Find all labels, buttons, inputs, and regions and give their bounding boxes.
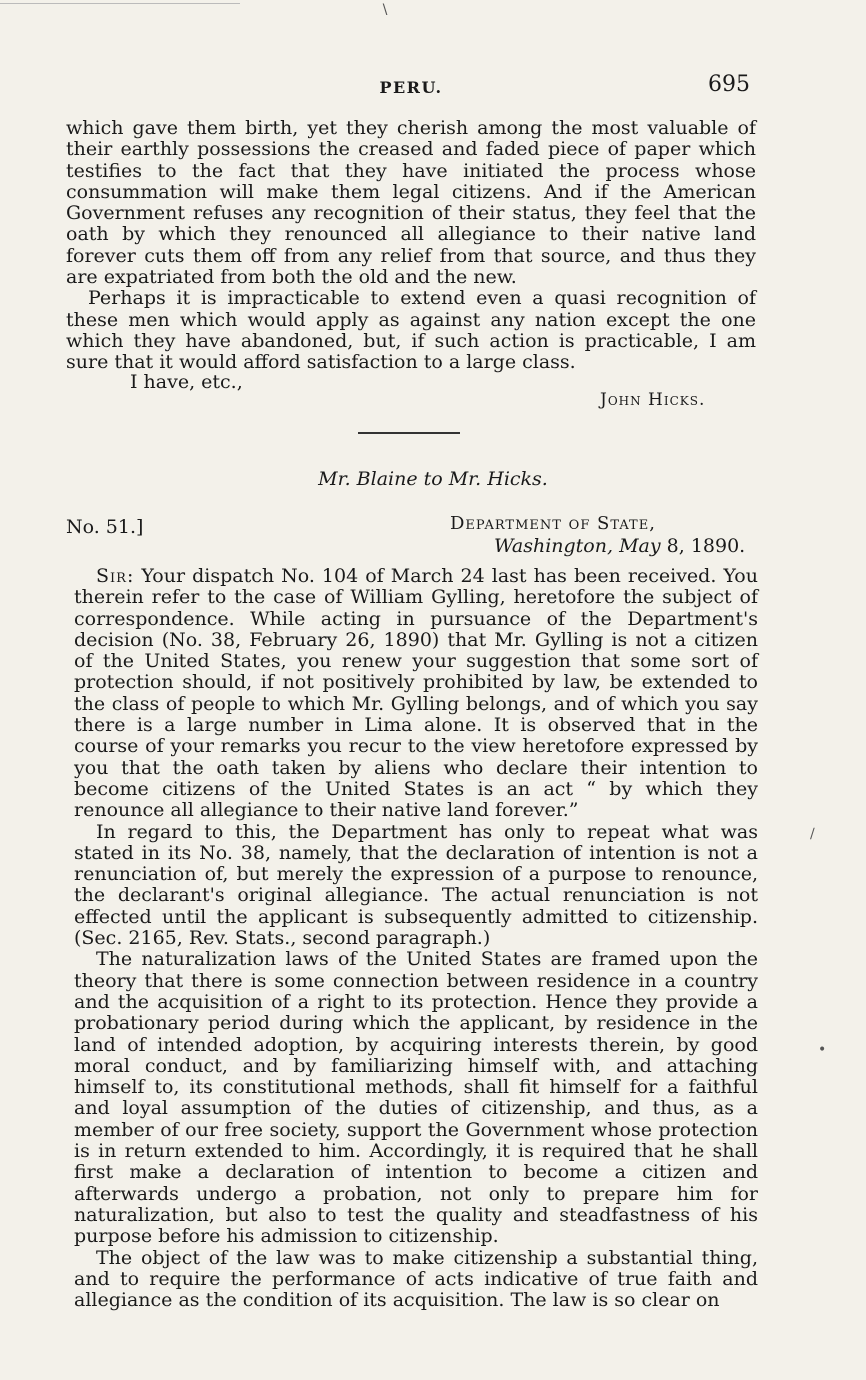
place-date (450, 535, 745, 557)
letter-closing: I have, etc., (130, 371, 243, 393)
scan-mark: ∖ (380, 2, 389, 18)
paragraph: The naturalization laws of the United States are framed upon the theory that there is some connection between residence in a country and the acquisition of a right to its protection. Hence they provide a probationary period during which the applicant, by residence in the land of intended adoption, by acquiring interests therein, by good moral conduct, and by familiarizing himself with, and attaching himself to, its constitutional methods, shall fit himself for a faithful and loyal assumption of the duties of citizenship, and thus, as a member of our free society, support the Government whose protection is in return extended to him. Accordingly, it is required that he shall first make a declaration of intention to become a citizen and afterwards undergo a probation, not only to prepare him for naturalization, but also to test the quality and steadfastness of his purpose before his admission to citizenship. (74, 948, 758, 1248)
paragraph: In regard to this, the Department has only to repeat what was stated in its No. 38, namely, that the declaration of intention is not a renunciation of, but merely the expression of a purpose to renounce, the declarant's original allegiance. The actual renunciation is not effected until the applicant is subsequently admitted to citizenship. (Sec. 2165, Rev. Stats., second paragraph.) (74, 820, 758, 950)
date-rest: 8, 1890. (666, 535, 746, 557)
signature: John Hicks. (600, 390, 706, 410)
paragraph: which gave them birth, yet they cherish among the most valuable of their earthly possessions the creased and faded piece of paper which testifies to the fact that they have initiated the process whose consummation will make them legal citizens. And if the American Government refuses any recognition of their status, they feel that the oath by which they renounced all allegiance to their native land forever cuts them off from any relief from that source, and thus they are expatriated from both the old and the new. (66, 117, 756, 289)
paragraph-text: Your dispatch No. 104 of March 24 last has been received. You therein refer to the case of William Gylling, heretofore the subject of correspondence. While acting in pursuance of the Department's decision (No. 38, February 26, 1890) that Mr. Gylling is not a citizen of the United States, you renew your suggestion that some sort of protection should, if not positively prohibited by law, be extended to the class of people to which Mr. Gylling belongs, and of which you say there is a large number in Lima alone. It is observed that in the course of your remarks you recur to the view heretofore expressed by you that the oath taken by aliens who declare their intention to become citizens of the United States is an act “ by which they renounce all allegiance to their native land forever.” (74, 565, 758, 822)
blaine-letter-body (74, 566, 758, 1311)
salutation: Sir: (96, 565, 135, 587)
paragraph: Perhaps it is impracticable to extend even a quasi recognition of these men which would apply as against any nation except the one which they have abandoned, but, if such action is practicable, I am sure that it would afford satisfaction to a large class. (66, 287, 756, 374)
section-divider (358, 432, 460, 434)
running-head: PERU. (379, 78, 443, 97)
hicks-letter-body (66, 118, 756, 374)
scan-mark: • (818, 1042, 827, 1058)
scan-edge-rule (0, 3, 240, 4)
place: Washington, (494, 535, 614, 557)
document-title: Mr. Blaine to Mr. Hicks. (318, 468, 548, 490)
dateline (450, 513, 745, 557)
paragraph: The object of the law was to make citizenship a substantial thing, and to require the performance of acts indicative of true faith and allegiance as the condition of its acquisition. The law is so clear on (74, 1246, 758, 1312)
page-number: 695 (708, 72, 750, 97)
dispatch-number: No. 51.] (66, 516, 144, 538)
page-header (66, 72, 756, 102)
date-month: May (619, 535, 661, 557)
scan-mark: ∕ (810, 826, 815, 842)
department-name: Department of State, (450, 513, 656, 534)
paragraph (74, 566, 758, 822)
